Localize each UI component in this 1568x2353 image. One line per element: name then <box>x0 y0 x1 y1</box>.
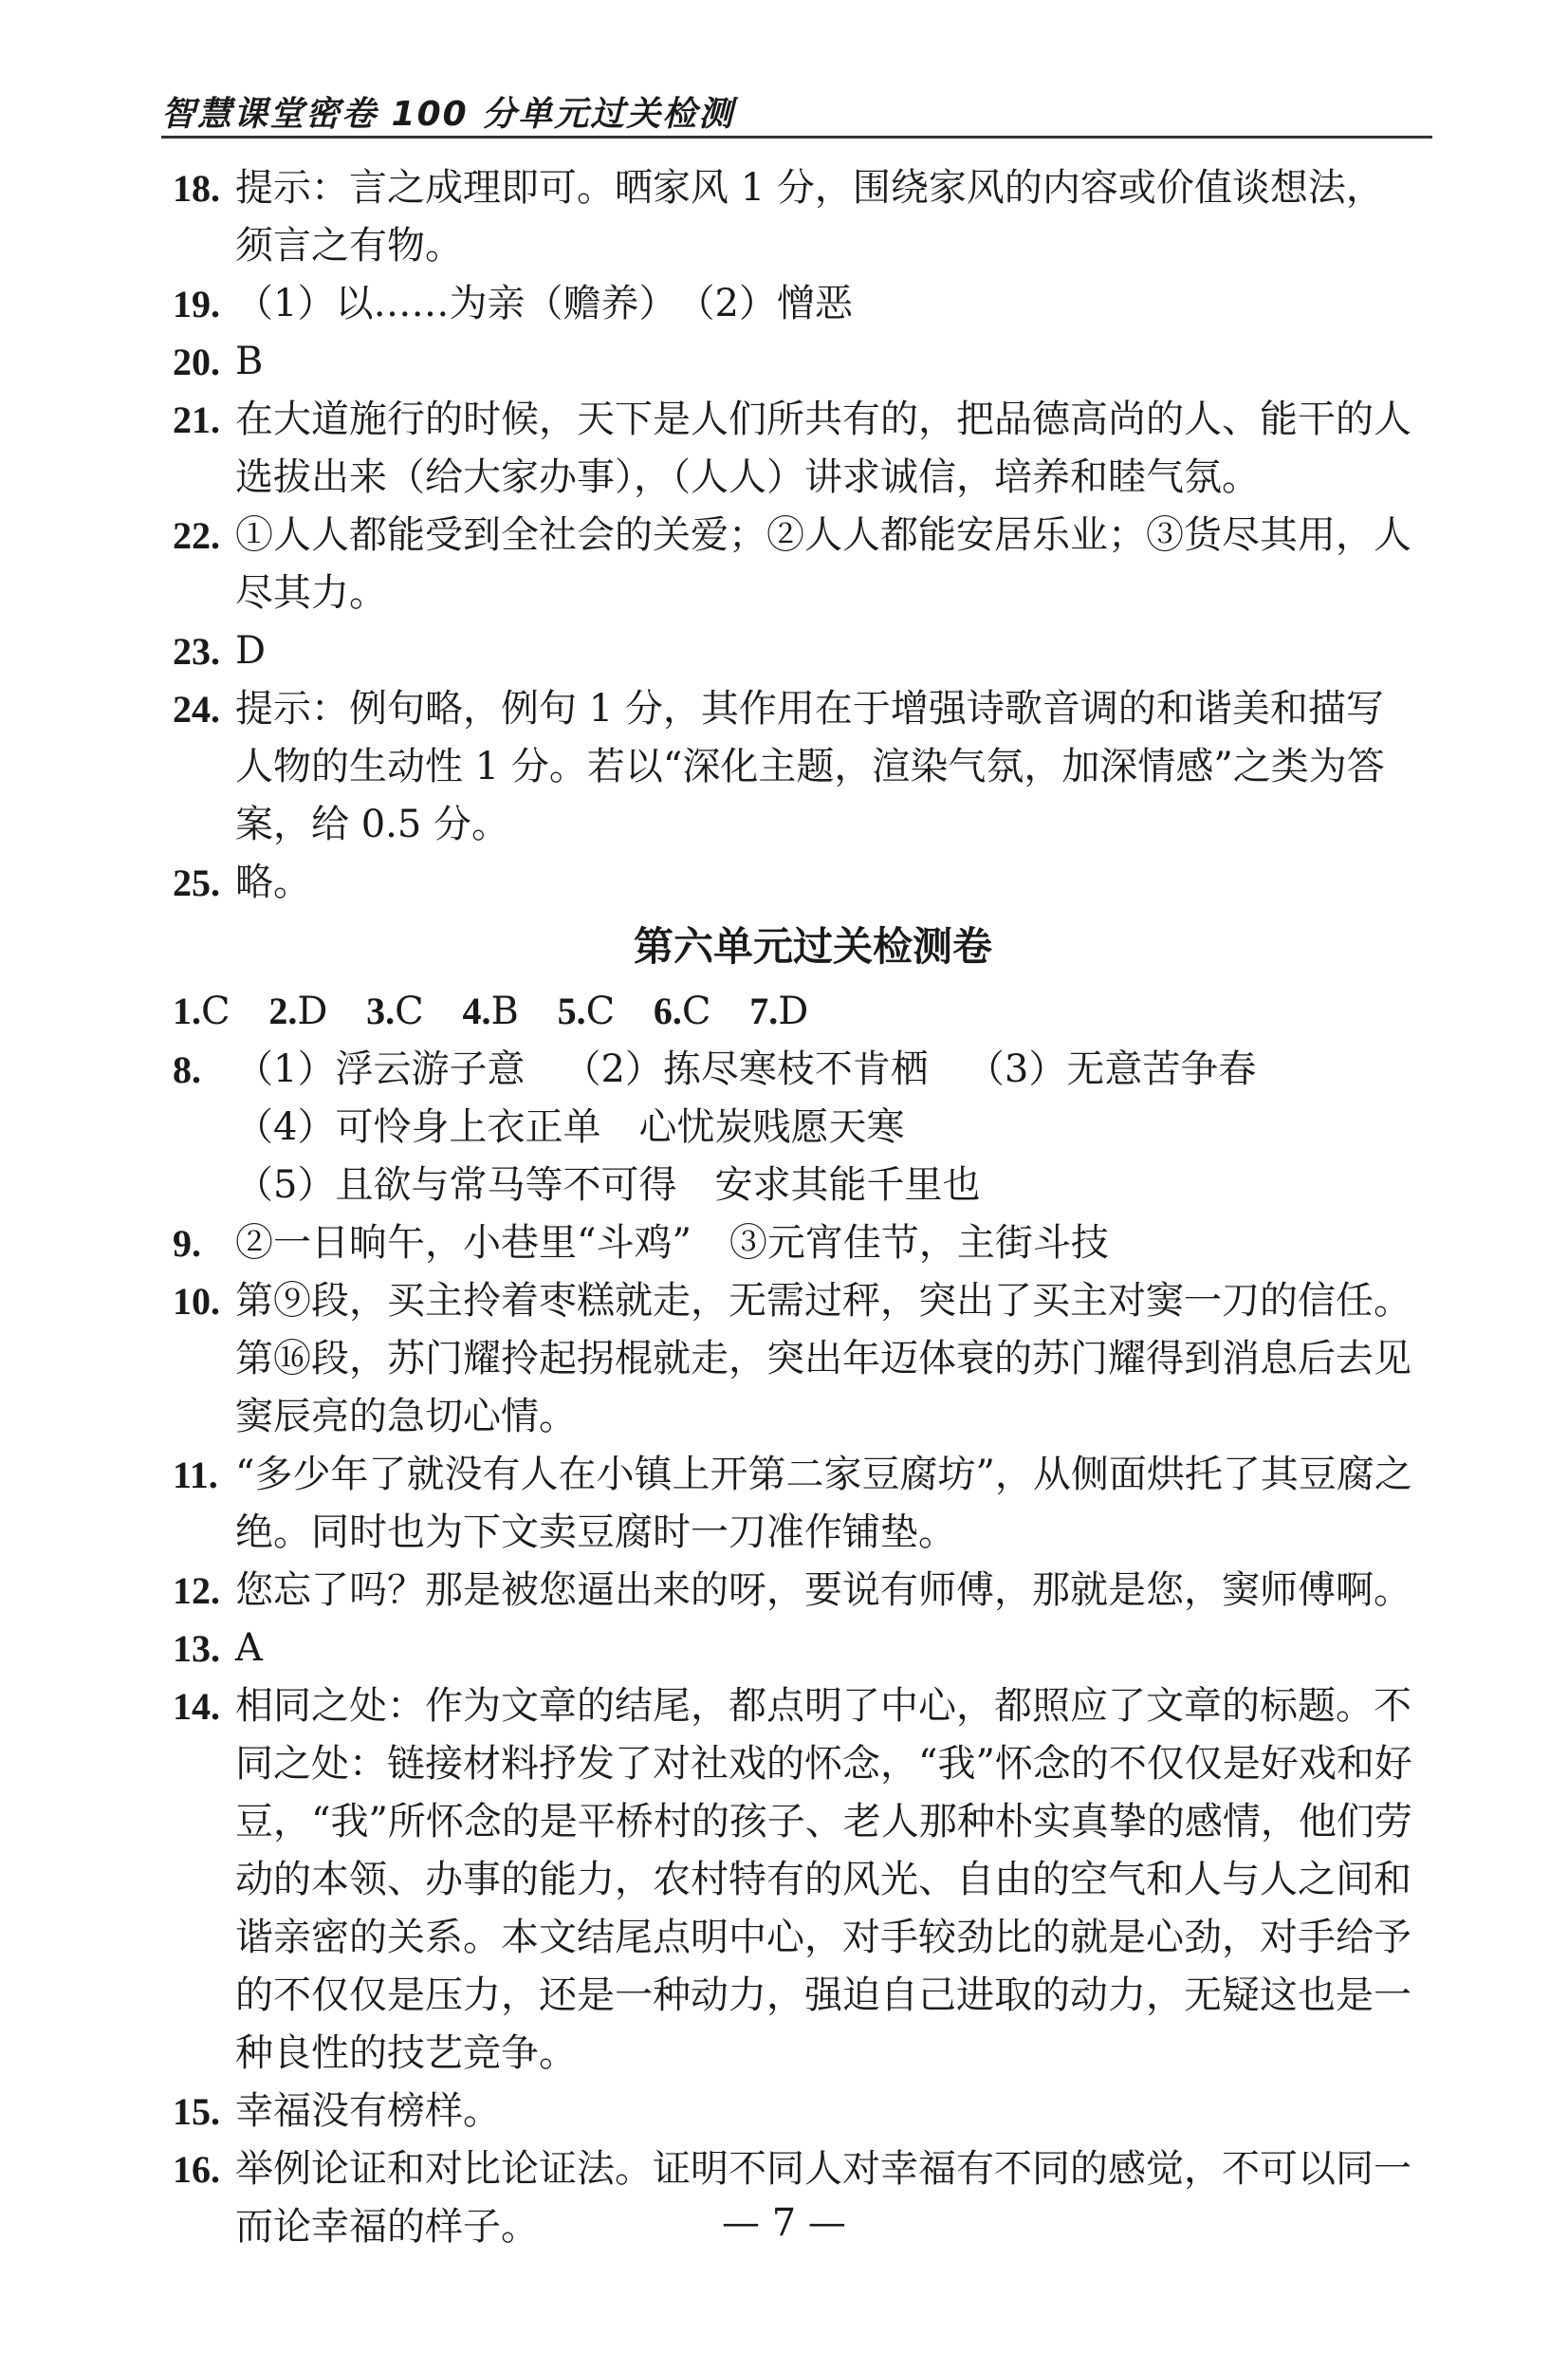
poem-answer: 安求其能千里也 <box>714 1163 981 1207</box>
answer-number: 24. <box>173 688 220 731</box>
mc-answer <box>366 990 424 1033</box>
mc-letter: D <box>297 990 328 1033</box>
answer-item-9 <box>173 1214 1415 1272</box>
poem-answer: （5）且欲与常马等不可得 <box>235 1163 677 1207</box>
mc-number: 1. <box>173 990 201 1032</box>
mc-letter: C <box>395 990 424 1033</box>
answer-item-14 <box>173 1677 1415 2083</box>
answer-item-23 <box>173 622 1415 680</box>
header-divider <box>161 136 1432 139</box>
mc-number: 6. <box>653 990 682 1032</box>
mc-number: 4. <box>462 990 491 1032</box>
mc-number: 3. <box>366 990 396 1032</box>
poem-answer: （2）拣尽寒枝不肯栖 <box>563 1047 929 1091</box>
page-number: — 7 — <box>722 2201 846 2245</box>
poem-answer: 心忧炭贱愿天寒 <box>638 1105 905 1149</box>
answer-line <box>235 1157 1415 1214</box>
answer-item-22 <box>173 507 1415 622</box>
answer-text: 幸福没有榜样。 <box>235 2089 501 2133</box>
mc-answer <box>462 990 518 1033</box>
poem-answer: （3）无意苦争春 <box>966 1047 1257 1091</box>
answer-text: 第⑨段，买主拎着枣糕就走，无需过秤，突出了买主对窦一刀的信任。第⑯段，苏门耀拎起拐棍就走，突出年迈体衰的苏门耀得到消息后去见窦辰亮的急切心情。 <box>235 1279 1411 1438</box>
multiple-choice-answers <box>173 982 1415 1041</box>
answer-text: A <box>235 1626 263 1670</box>
answer-text: 在大道施行的时候，天下是人们所共有的，把品德高尚的人、能干的人选拔出来（给大家办事），（人人）讲求诚信，培养和睦气氛。 <box>235 398 1411 499</box>
answer-text: ②一日晌午，小巷里“斗鸡” ③元宵佳节，主街斗技 <box>235 1221 1109 1265</box>
mc-letter: C <box>681 990 711 1033</box>
answer-item-8 <box>173 1041 1415 1214</box>
poem-answer: （1）浮云游子意 <box>235 1047 526 1091</box>
answer-text: 提示：言之成理即可。晒家风 1 分，围绕家风的内容或价值谈想法，须言之有物。 <box>235 166 1384 268</box>
answer-text: 提示：例句略，例句 1 分，其作用在于增强诗歌音调的和谐美和描写人物的生动性 1 分。若以“深化主题，渲染气氛，加深情感”之类为答案，给 0.5 分。 <box>235 687 1385 846</box>
mc-number: 7. <box>749 990 779 1032</box>
answer-number: 23. <box>173 630 220 673</box>
answer-item-15 <box>173 2083 1415 2140</box>
section-title: 第六单元过关检测卷 <box>633 923 992 970</box>
mc-number: 5. <box>557 990 586 1032</box>
answer-item-20 <box>173 333 1415 391</box>
answer-item-13 <box>173 1620 1415 1677</box>
answer-text: 相同之处：作为文章的结尾，都点明了中心，都照应了文章的标题。不同之处：链接材料抒发了对社戏的怀念，“我”怀念的不仅仅是好戏和好豆，“我”所怀念的是平桥村的孩子、老人那种朴实真挚的感情，他们劳动的本领、办事的能力，农村特有的风光、自由的空气和人与人之间和谐亲密的关系。本文结尾点明中心，对手较劲比的就是心劲，对手给予的不仅仅是压力，还是一种动力，强迫自己进取的动力，无疑这也是一种良性的技艺竞争。 <box>235 1684 1412 2075</box>
answer-text: D <box>235 629 267 673</box>
answer-number: 9. <box>173 1222 201 1265</box>
answer-number: 13. <box>173 1627 220 1670</box>
mc-answer <box>268 990 327 1033</box>
answer-item-21 <box>173 391 1415 507</box>
mc-answer <box>654 990 711 1033</box>
answer-item-24 <box>173 680 1415 854</box>
header-title: 智慧课堂密卷 100 分单元过关检测 <box>161 95 735 134</box>
mc-letter: D <box>778 990 809 1033</box>
mc-letter: C <box>201 990 231 1033</box>
answer-item-19 <box>173 275 1415 333</box>
answer-text: 您忘了吗？那是被您逼出来的呀，要说有师傅，那就是您，窦师傅啊。 <box>235 1568 1411 1612</box>
answer-line <box>235 1099 1415 1157</box>
answer-line <box>235 1041 1415 1099</box>
mc-letter: C <box>585 990 616 1033</box>
answer-number: 14. <box>173 1685 220 1728</box>
answer-number: 11. <box>173 1454 218 1496</box>
answer-content <box>173 159 1415 2256</box>
answer-number: 20. <box>173 341 220 383</box>
answer-text: “多少年了就没有人在小镇上开第二家豆腐坊”，从侧面烘托了其豆腐之绝。同时也为下文卖豆腐时一刀准作铺垫。 <box>235 1453 1412 1554</box>
answer-text: B <box>235 340 264 383</box>
mc-answer <box>558 990 616 1033</box>
answer-item-18 <box>173 159 1415 275</box>
answer-number: 19. <box>173 283 220 325</box>
mc-answer <box>749 990 808 1033</box>
answer-text: （1）以……为亲（赡养） （2）憎恶 <box>235 282 853 325</box>
answer-number: 21. <box>173 398 220 441</box>
mc-number: 2. <box>268 990 298 1032</box>
answer-number: 8. <box>173 1048 201 1091</box>
answer-item-25 <box>173 854 1415 912</box>
mc-answer <box>173 990 231 1033</box>
answer-item-12 <box>173 1562 1415 1620</box>
answer-text: 略。 <box>235 861 311 904</box>
answer-text: ①人人都能受到全社会的关爱；②人人都能安居乐业；③货尽其用，人尽其力。 <box>235 513 1411 615</box>
answer-number: 22. <box>173 514 220 557</box>
answer-number: 15. <box>173 2090 220 2133</box>
answer-number: 10. <box>173 1280 220 1323</box>
mc-letter: B <box>490 990 519 1033</box>
answer-number: 25. <box>173 862 220 904</box>
answer-item-11 <box>173 1446 1415 1562</box>
answer-item-10 <box>173 1272 1415 1446</box>
answer-number: 18. <box>173 167 220 210</box>
answer-text: 举例论证和对比论证法。证明不同人对幸福有不同的感觉，不可以同一而论幸福的样子。 <box>235 2147 1411 2249</box>
answer-number: 12. <box>173 1569 220 1612</box>
poem-answer: （4）可怜身上衣正单 <box>235 1105 601 1149</box>
answer-number: 16. <box>173 2148 220 2191</box>
